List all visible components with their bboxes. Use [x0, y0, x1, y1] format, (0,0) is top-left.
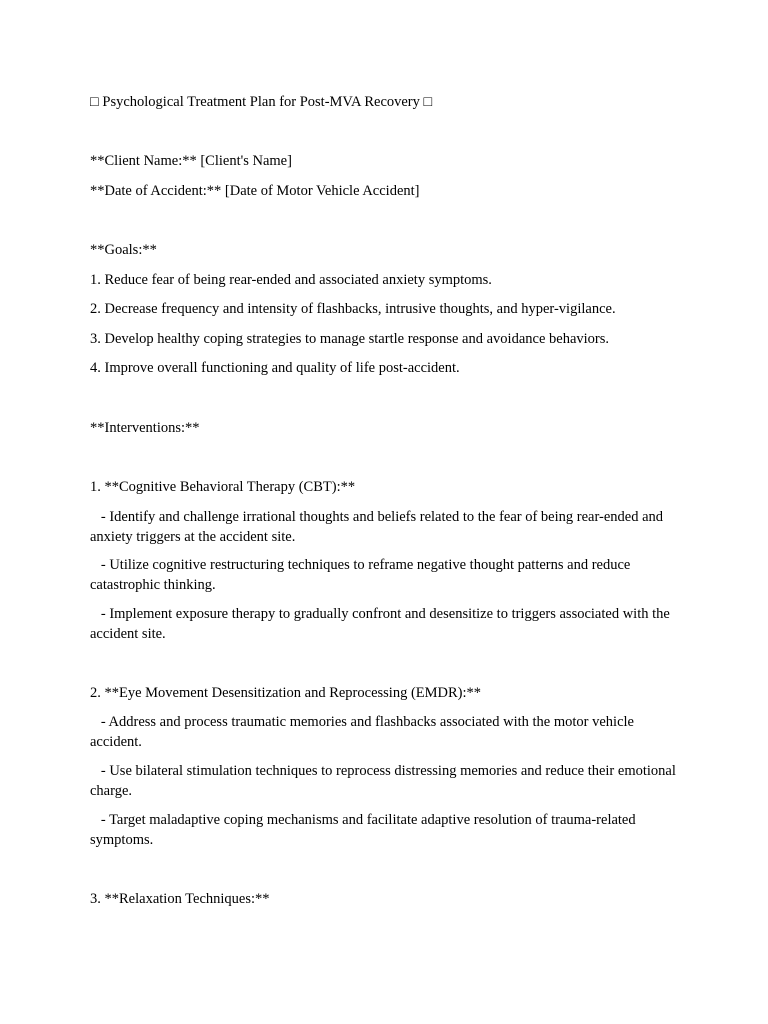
date-of-accident-line: **Date of Accident:** [Date of Motor Vehicle Accident] — [90, 183, 420, 199]
goal-item: 4. Improve overall functioning and quality of life post-accident. — [90, 360, 460, 376]
intervention-point: - Implement exposure therapy to gradually confront and desensitize to triggers associated with the accident site. — [90, 606, 670, 642]
interventions-heading: **Interventions:** — [90, 420, 200, 436]
goal-item: 1. Reduce fear of being rear-ended and associated anxiety symptoms. — [90, 272, 492, 288]
intervention-point: - Use bilateral stimulation techniques to reprocess distressing memories and reduce their emotional charge. — [90, 763, 676, 799]
goal-item: 2. Decrease frequency and intensity of flashbacks, intrusive thoughts, and hyper-vigilance. — [90, 301, 616, 317]
intervention-point: - Address and process traumatic memories and flashbacks associated with the motor vehicle accident. — [90, 714, 634, 750]
intervention-point: - Target maladaptive coping mechanisms and facilitate adaptive resolution of trauma-related symptoms. — [90, 812, 636, 848]
goals-heading: **Goals:** — [90, 242, 157, 258]
document-title: □ Psychological Treatment Plan for Post-MVA Recovery □ — [90, 94, 433, 110]
intervention-heading-cbt: 1. **Cognitive Behavioral Therapy (CBT):** — [90, 479, 356, 495]
intervention-point: - Utilize cognitive restructuring techniques to reframe negative thought patterns and reduce catastrophic thinking. — [90, 557, 631, 593]
goal-item: 3. Develop healthy coping strategies to manage startle response and avoidance behaviors. — [90, 331, 610, 347]
client-name-line: **Client Name:** [Client's Name] — [90, 153, 292, 169]
intervention-point: - Identify and challenge irrational thoughts and beliefs related to the fear of being rear-ended and anxiety triggers at the accident site. — [90, 509, 664, 545]
intervention-heading-relaxation: 3. **Relaxation Techniques:** — [90, 891, 270, 907]
intervention-heading-emdr: 2. **Eye Movement Desensitization and Reprocessing (EMDR):** — [90, 685, 482, 701]
